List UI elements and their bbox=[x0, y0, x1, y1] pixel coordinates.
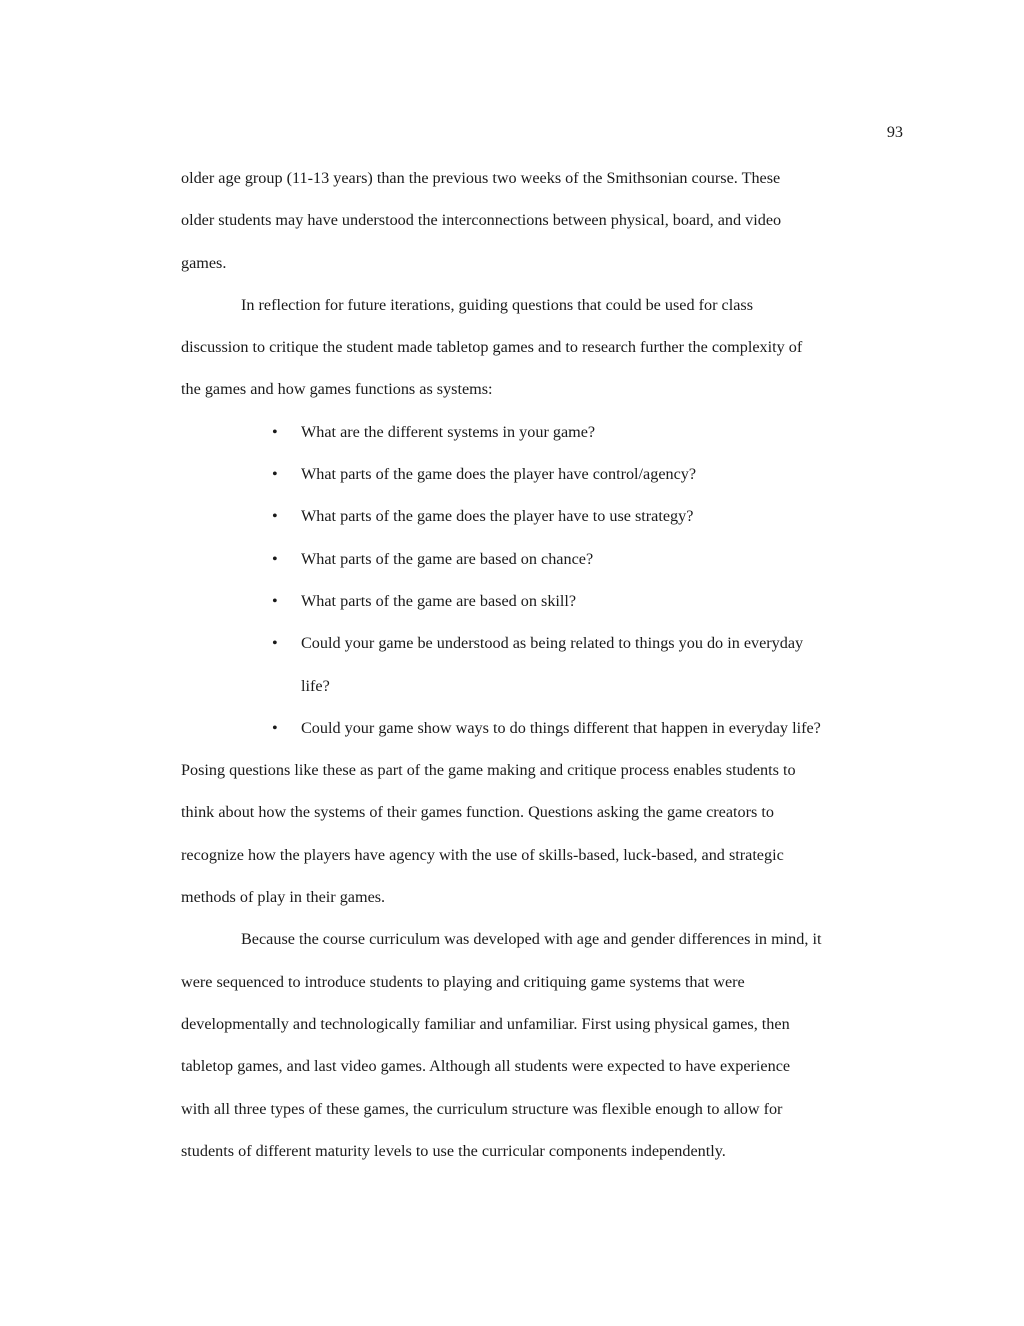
paragraph-reflection bbox=[181, 284, 903, 411]
text-line: developmentally and technologically familiar and unfamiliar. First using physical games, then bbox=[181, 1014, 790, 1033]
list-item-text: What parts of the game does the player have to use strategy? bbox=[301, 507, 694, 526]
text-line: games. bbox=[181, 253, 227, 272]
text-line: recognize how the players have agency with the use of skills-based, luck-based, and strategic bbox=[181, 845, 784, 864]
text-line: In reflection for future iterations, guiding questions that could be used for class bbox=[241, 295, 754, 314]
list-item-text: What parts of the game are based on skill? bbox=[301, 591, 577, 610]
text-line: methods of play in their games. bbox=[181, 888, 386, 907]
paragraph-continuation bbox=[181, 157, 903, 284]
list-item bbox=[272, 622, 903, 707]
text-line: think about how the systems of their games function. Questions asking the game creators to bbox=[181, 803, 774, 822]
bullet-icon: • bbox=[272, 422, 278, 441]
list-item bbox=[272, 453, 903, 495]
list-item bbox=[272, 538, 903, 580]
list-item bbox=[272, 411, 903, 453]
bullet-icon: • bbox=[272, 507, 278, 526]
page-number: 93 bbox=[886, 123, 903, 141]
bullet-icon: • bbox=[272, 634, 278, 653]
text-line: with all three types of these games, the curriculum structure was flexible enough to allow for bbox=[181, 1099, 783, 1118]
bullet-icon: • bbox=[272, 465, 278, 484]
text-line: older age group (11-13 years) than the previous two weeks of the Smithsonian course. These bbox=[181, 169, 781, 187]
guiding-questions-list bbox=[181, 411, 903, 749]
text-line: were sequenced to introduce students to playing and critiquing game systems that were bbox=[181, 972, 745, 991]
bullet-icon: • bbox=[272, 591, 278, 610]
bullet-icon: • bbox=[272, 549, 278, 568]
list-item bbox=[272, 580, 903, 622]
list-item bbox=[272, 495, 903, 537]
list-item-text: Could your game be understood as being related to things you do in everyday bbox=[301, 634, 804, 653]
text-line: tabletop games, and last video games. Although all students were expected to have experience bbox=[181, 1057, 791, 1076]
text-line: students of different maturity levels to use the curricular components independently. bbox=[181, 1141, 726, 1160]
text-line: Because the course curriculum was developed with age and gender differences in mind, it bbox=[241, 930, 822, 949]
body-text bbox=[181, 157, 903, 1172]
paragraph-curriculum bbox=[181, 918, 903, 1172]
list-item bbox=[272, 707, 903, 749]
text-line: the games and how games functions as systems: bbox=[181, 380, 493, 399]
list-item-text: life? bbox=[301, 676, 330, 695]
list-item-text: Could your game show ways to do things different that happen in everyday life? bbox=[301, 718, 821, 737]
bullet-icon: • bbox=[272, 718, 278, 737]
list-item-text: What parts of the game are based on chance? bbox=[301, 549, 594, 568]
paragraph-posing-questions bbox=[181, 749, 903, 918]
list-item-text: What are the different systems in your game? bbox=[301, 422, 596, 441]
list-item-text: What parts of the game does the player have control/agency? bbox=[301, 465, 697, 484]
text-line: Posing questions like these as part of the game making and critique process enables students to bbox=[181, 761, 796, 780]
text-line: discussion to critique the student made tabletop games and to research further the complexity of bbox=[181, 338, 803, 357]
text-line: older students may have understood the interconnections between physical, board, and video bbox=[181, 211, 782, 230]
